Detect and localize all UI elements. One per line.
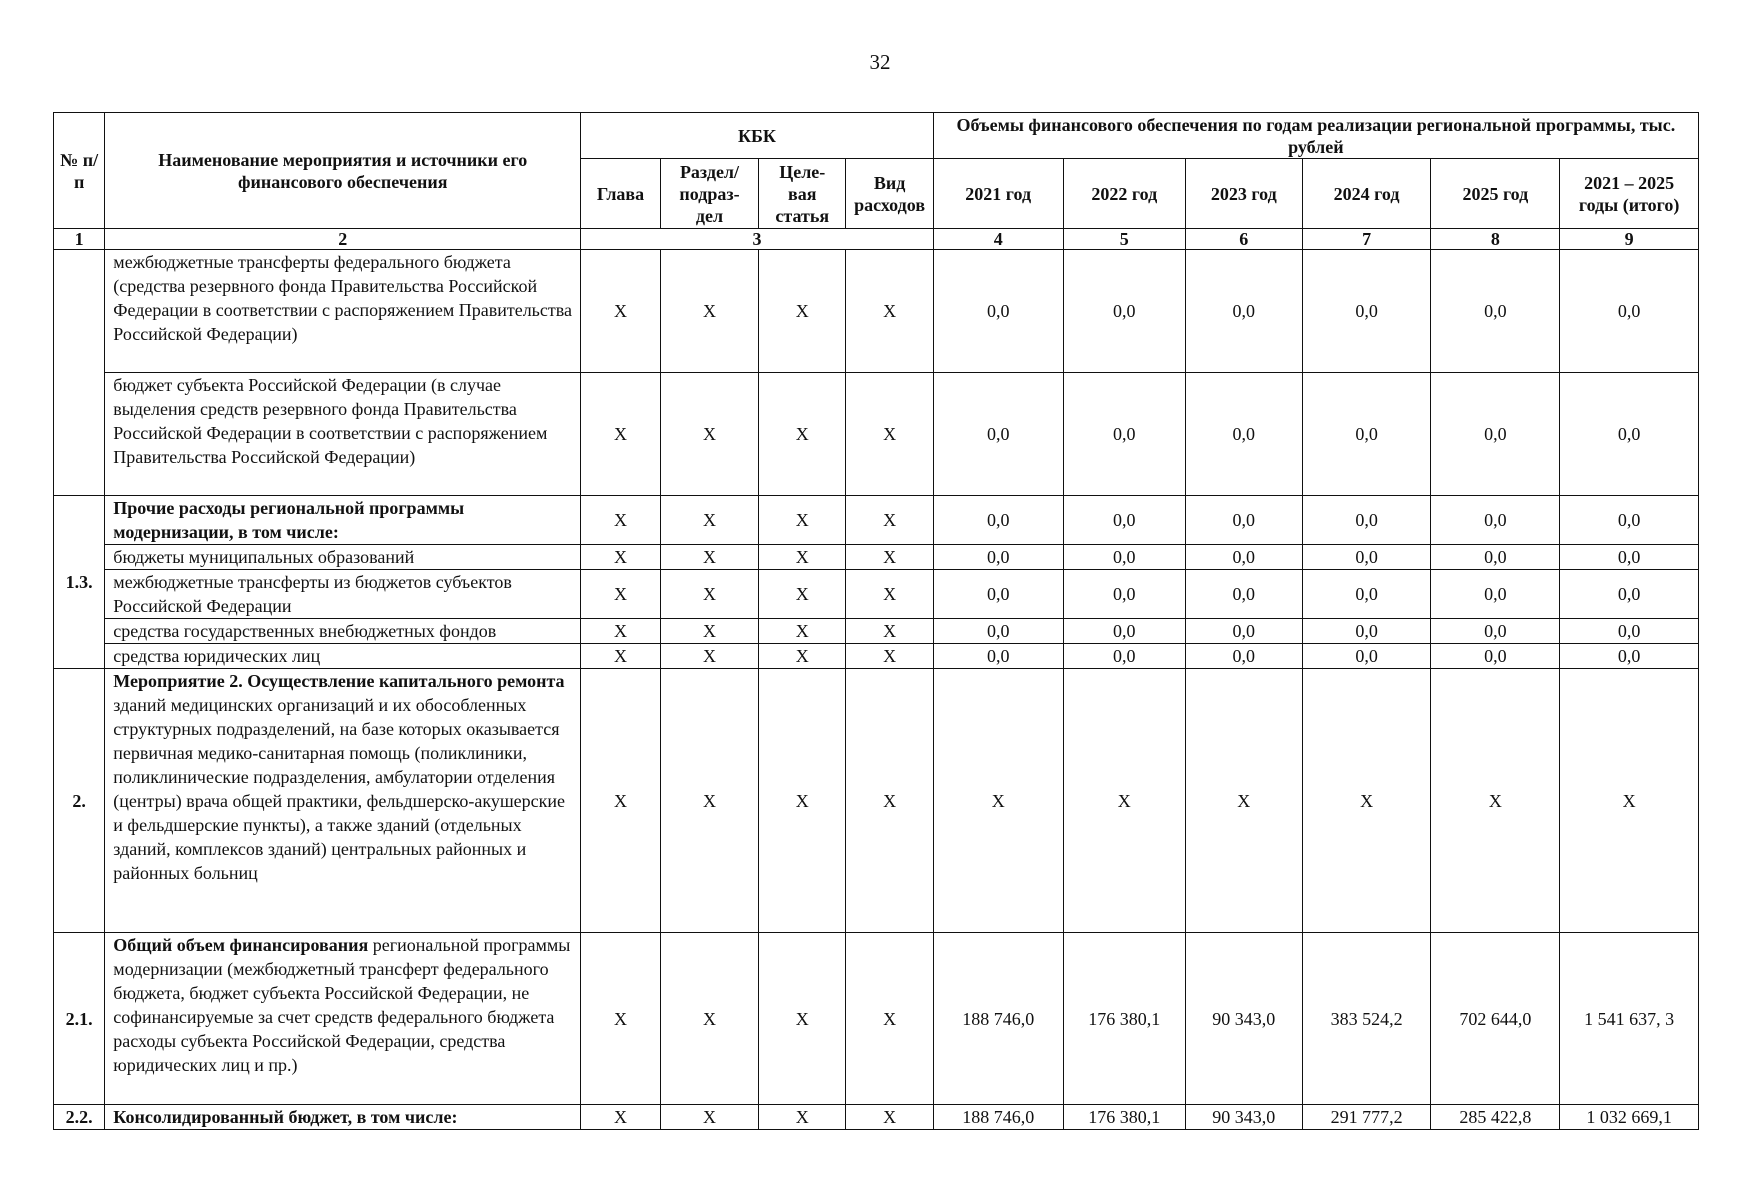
row-number: 2.2. — [54, 1105, 105, 1130]
value-cell: 0,0 — [933, 496, 1063, 545]
value-cell: 0,0 — [1560, 545, 1699, 570]
kbk-x-mark: X — [759, 373, 846, 496]
kbk-x-mark: X — [581, 933, 661, 1105]
row-number: 2. — [54, 669, 105, 933]
header-kbk: КБК — [581, 113, 934, 159]
kbk-x-mark: X — [660, 570, 758, 619]
kbk-x-mark: X — [846, 644, 933, 669]
kbk-x-mark: X — [660, 496, 758, 545]
row-name-text: средства юридических лиц — [113, 646, 321, 666]
row-name-bold: Прочие расходы региональной программы модернизации, в том числе: — [113, 498, 465, 542]
row-name — [105, 619, 581, 644]
value-cell: 291 777,2 — [1302, 1105, 1431, 1130]
kbk-x-mark: X — [660, 1105, 758, 1130]
value-cell: 0,0 — [1431, 545, 1560, 570]
col-number: 1 — [54, 229, 105, 250]
value-cell: 0,0 — [1431, 250, 1560, 373]
kbk-x-mark: X — [759, 545, 846, 570]
row-name-text: зданий медицинских организаций и их обособленных структурных подразделений, на базе которых оказывается первичная медико-санитарная помощь (поликлиники, поликлинические подразделения, амбулатории отделения (центры) врача общей практики, фельдшерско-акушерские и фельдшерские пункты), а также зданий (отдельных зданий, комплексов зданий) центральных районных и районных больниц — [113, 695, 566, 883]
kbk-x-mark: X — [846, 619, 933, 644]
table-row — [54, 545, 1699, 570]
table-row — [54, 644, 1699, 669]
header-year-2021: 2021 год — [933, 159, 1063, 229]
header-kbk-statya: Целе- вая статья — [759, 159, 846, 229]
value-cell: 0,0 — [1185, 644, 1302, 669]
kbk-x-mark: X — [759, 619, 846, 644]
value-cell: 0,0 — [933, 619, 1063, 644]
table-row — [54, 570, 1699, 619]
value-cell: 0,0 — [1560, 644, 1699, 669]
kbk-x-mark: X — [660, 619, 758, 644]
value-cell: 0,0 — [1431, 373, 1560, 496]
value-cell: X — [1431, 669, 1560, 933]
row-number — [54, 250, 105, 496]
header-year-total: 2021 – 2025 годы (итого) — [1560, 159, 1699, 229]
kbk-x-mark: X — [846, 496, 933, 545]
value-cell: 176 380,1 — [1063, 1105, 1185, 1130]
header-name: Наименование мероприятия и источники его финансового обеспечения — [105, 113, 581, 229]
col-number: 7 — [1302, 229, 1431, 250]
kbk-x-mark: X — [759, 1105, 846, 1130]
kbk-x-mark: X — [759, 496, 846, 545]
kbk-x-mark: X — [846, 250, 933, 373]
col-number: 4 — [933, 229, 1063, 250]
value-cell: 188 746,0 — [933, 1105, 1063, 1130]
table-body — [54, 250, 1699, 1130]
row-number: 1.3. — [54, 496, 105, 669]
financing-table — [53, 112, 1699, 1130]
value-cell: 0,0 — [1063, 373, 1185, 496]
value-cell: 0,0 — [1063, 570, 1185, 619]
col-number: 5 — [1063, 229, 1185, 250]
value-cell: 0,0 — [1560, 373, 1699, 496]
kbk-x-mark: X — [846, 570, 933, 619]
value-cell: 0,0 — [1431, 644, 1560, 669]
value-cell: 285 422,8 — [1431, 1105, 1560, 1130]
row-name-text: межбюджетные трансферты из бюджетов субъектов Российской Федерации — [113, 572, 512, 616]
row-name — [105, 250, 581, 373]
kbk-x-mark: X — [846, 669, 933, 933]
value-cell: 0,0 — [1431, 496, 1560, 545]
row-number: 2.1. — [54, 933, 105, 1105]
table-row — [54, 496, 1699, 545]
row-name-bold: Общий объем финансирования — [113, 935, 369, 955]
kbk-x-mark: X — [660, 250, 758, 373]
kbk-x-mark: X — [581, 570, 661, 619]
value-cell: 0,0 — [1063, 250, 1185, 373]
value-cell: 176 380,1 — [1063, 933, 1185, 1105]
value-cell: X — [1063, 669, 1185, 933]
table-row — [54, 373, 1699, 496]
value-cell: 1 032 669,1 — [1560, 1105, 1699, 1130]
row-name-text: межбюджетные трансферты федерального бюджета (средства резервного фонда Правительства Российской Федерации в соответствии с распоряжением Правительства Российской Федерации) — [113, 252, 572, 344]
row-name — [105, 570, 581, 619]
col-number: 9 — [1560, 229, 1699, 250]
header-kbk-glava: Глава — [581, 159, 661, 229]
value-cell: 1 541 637, 3 — [1560, 933, 1699, 1105]
kbk-x-mark: X — [846, 373, 933, 496]
value-cell: 0,0 — [1431, 570, 1560, 619]
value-cell: 702 644,0 — [1431, 933, 1560, 1105]
kbk-x-mark: X — [581, 496, 661, 545]
kbk-x-mark: X — [846, 1105, 933, 1130]
value-cell: 0,0 — [933, 250, 1063, 373]
row-name-text: бюджет субъекта Российской Федерации (в случае выделения средств резервного фонда Правительства Российской Федерации в соответствии с распоряжением Правительства Российской Федерации) — [113, 375, 548, 467]
col-number: 6 — [1185, 229, 1302, 250]
table-row — [54, 1105, 1699, 1130]
row-name — [105, 373, 581, 496]
value-cell: 0,0 — [1185, 570, 1302, 619]
value-cell: 0,0 — [933, 570, 1063, 619]
page-number: 32 — [869, 50, 891, 74]
value-cell: 0,0 — [1302, 644, 1431, 669]
value-cell: 0,0 — [1560, 570, 1699, 619]
value-cell: 0,0 — [1302, 250, 1431, 373]
kbk-x-mark: X — [660, 373, 758, 496]
header-num: № п/п — [54, 113, 105, 229]
table-row — [54, 669, 1699, 933]
header-kbk-vid: Вид расходов — [846, 159, 933, 229]
value-cell: X — [1560, 669, 1699, 933]
value-cell: 90 343,0 — [1185, 933, 1302, 1105]
header-kbk-razdel: Раздел/ подраз- дел — [660, 159, 758, 229]
kbk-x-mark: X — [581, 619, 661, 644]
kbk-x-mark: X — [846, 545, 933, 570]
value-cell: 0,0 — [1185, 545, 1302, 570]
header-year-2023: 2023 год — [1185, 159, 1302, 229]
value-cell: 0,0 — [1302, 373, 1431, 496]
value-cell: 0,0 — [1063, 545, 1185, 570]
value-cell: 0,0 — [933, 545, 1063, 570]
table-row — [54, 619, 1699, 644]
value-cell: 188 746,0 — [933, 933, 1063, 1105]
col-number: 3 — [581, 229, 934, 250]
kbk-x-mark: X — [581, 545, 661, 570]
row-name — [105, 545, 581, 570]
value-cell: 0,0 — [933, 373, 1063, 496]
value-cell: 0,0 — [1302, 619, 1431, 644]
col-number: 2 — [105, 229, 581, 250]
value-cell: 0,0 — [1185, 619, 1302, 644]
row-name-bold: Мероприятие 2. Осуществление капитального ремонта — [113, 671, 565, 691]
value-cell: 0,0 — [1560, 250, 1699, 373]
row-name — [105, 1105, 581, 1130]
value-cell: 90 343,0 — [1185, 1105, 1302, 1130]
value-cell: X — [1302, 669, 1431, 933]
value-cell: 0,0 — [1185, 496, 1302, 545]
value-cell: 0,0 — [933, 644, 1063, 669]
row-name-text: бюджеты муниципальных образований — [113, 547, 415, 567]
kbk-x-mark: X — [660, 644, 758, 669]
kbk-x-mark: X — [581, 250, 661, 373]
kbk-x-mark: X — [581, 1105, 661, 1130]
row-name-text: средства государственных внебюджетных фондов — [113, 621, 497, 641]
row-name-bold: Консолидированный бюджет, в том числе: — [113, 1107, 458, 1127]
header-year-2025: 2025 год — [1431, 159, 1560, 229]
kbk-x-mark: X — [759, 669, 846, 933]
row-name — [105, 496, 581, 545]
value-cell: 0,0 — [1302, 496, 1431, 545]
kbk-x-mark: X — [759, 250, 846, 373]
table-row — [54, 250, 1699, 373]
kbk-x-mark: X — [759, 933, 846, 1105]
header-year-2024: 2024 год — [1302, 159, 1431, 229]
row-name — [105, 644, 581, 669]
value-cell: 0,0 — [1560, 619, 1699, 644]
value-cell: 0,0 — [1185, 250, 1302, 373]
value-cell: 0,0 — [1063, 619, 1185, 644]
kbk-x-mark: X — [660, 545, 758, 570]
row-name-text: региональной программы модернизации (межбюджетный трансферт федерального бюджета, бюджет субъекта Российской Федерации, не софинансируемые за счет средств федерального бюджета расходы субъекта Российской Федерации, средства юридических лиц и пр.) — [113, 935, 571, 1075]
row-name — [105, 933, 581, 1105]
kbk-x-mark: X — [846, 933, 933, 1105]
kbk-x-mark: X — [581, 644, 661, 669]
value-cell: 0,0 — [1063, 496, 1185, 545]
value-cell: 383 524,2 — [1302, 933, 1431, 1105]
header-volumes: Объемы финансового обеспечения по годам реализации региональной программы, тыс. рублей — [933, 113, 1698, 159]
table-row — [54, 933, 1699, 1105]
value-cell: 0,0 — [1063, 644, 1185, 669]
kbk-x-mark: X — [581, 373, 661, 496]
header-year-2022: 2022 год — [1063, 159, 1185, 229]
value-cell: X — [933, 669, 1063, 933]
value-cell: 0,0 — [1302, 545, 1431, 570]
value-cell: 0,0 — [1185, 373, 1302, 496]
col-number: 8 — [1431, 229, 1560, 250]
value-cell: 0,0 — [1302, 570, 1431, 619]
kbk-x-mark: X — [660, 933, 758, 1105]
kbk-x-mark: X — [581, 669, 661, 933]
kbk-x-mark: X — [759, 644, 846, 669]
kbk-x-mark: X — [759, 570, 846, 619]
kbk-x-mark: X — [660, 669, 758, 933]
row-name — [105, 669, 581, 933]
value-cell: X — [1185, 669, 1302, 933]
value-cell: 0,0 — [1431, 619, 1560, 644]
value-cell: 0,0 — [1560, 496, 1699, 545]
